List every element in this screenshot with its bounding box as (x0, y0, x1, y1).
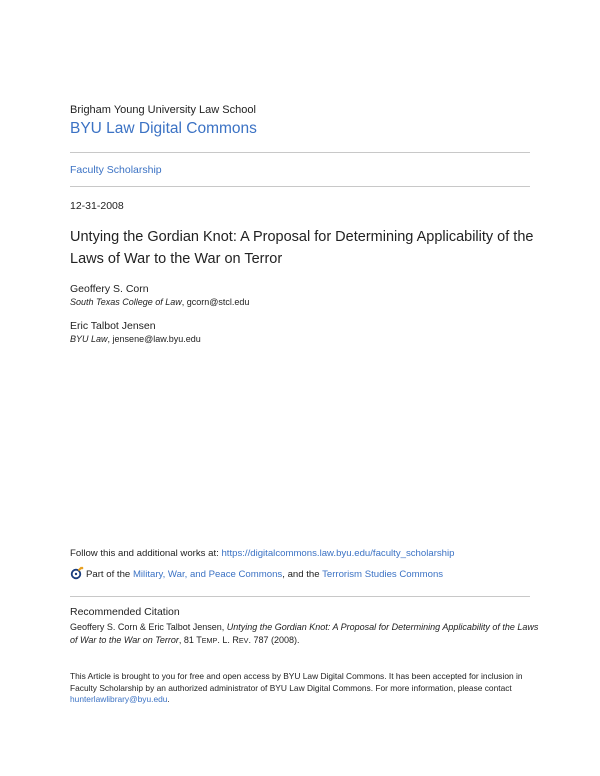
part-of-prefix: Part of the (86, 569, 133, 580)
part-of-middle: , and the (282, 569, 323, 580)
part-of-line (70, 566, 443, 580)
divider (70, 596, 530, 597)
journal-ev: EV (238, 636, 249, 645)
author-email: gcorn@stcl.edu (186, 297, 250, 307)
citation-comma: , (178, 635, 184, 645)
citation-rest: . 787 (2008). (248, 635, 300, 645)
publication-date: 12-31-2008 (70, 200, 124, 212)
follow-label: Follow this and additional works at: (70, 548, 222, 559)
recommended-citation-heading: Recommended Citation (70, 606, 180, 618)
author-name: Eric Talbot Jensen (70, 320, 156, 332)
journal-t: T (196, 635, 202, 645)
author-email: jensene@law.byu.edu (112, 334, 201, 344)
military-war-peace-commons-link[interactable]: Military, War, and Peace Commons (132, 569, 283, 580)
notice-text: This Article is brought to you for free and open access by BYU Law Digital Commons. It has been accepted for inclusion in Faculty Scholarship by an authorized administrator of BYU Law Digital Commons. For more information, please contact (70, 671, 523, 693)
affiliation-name: BYU Law (70, 334, 108, 344)
citation-authors: Geoffery S. Corn & Eric Talbot Jensen, (70, 622, 227, 632)
open-access-icon (70, 566, 84, 580)
journal-l: . L. R (217, 635, 239, 645)
contact-email-link[interactable]: hunterlawlibrary@byu.edu (70, 694, 168, 704)
affiliation-name: South Texas College of Law (70, 297, 182, 307)
follow-line (70, 548, 455, 559)
recommended-citation (70, 621, 540, 647)
article-title: Untying the Gordian Knot: A Proposal for Determining Applicability of the Laws of War to the War on Terror (70, 229, 534, 267)
notice-end: . (167, 694, 170, 704)
series-link[interactable]: Faculty Scholarship (70, 164, 162, 176)
terrorism-studies-commons-link[interactable]: Terrorism Studies Commons (322, 569, 444, 580)
citation-volume: 81 (183, 635, 194, 645)
collection-url-link[interactable]: https://digitalcommons.law.byu.edu/faculty_scholarship (221, 548, 455, 559)
journal-emp: EMP (201, 636, 218, 645)
author-affiliation: South Texas College of Law, gcorn@stcl.edu (70, 297, 250, 307)
repository-name[interactable]: BYU Law Digital Commons (70, 120, 257, 137)
author-affiliation: BYU Law, jensene@law.byu.edu (70, 334, 201, 344)
institution-name: Brigham Young University Law School (70, 104, 256, 116)
divider (70, 152, 530, 153)
citation-journal (196, 635, 248, 645)
citation-title: Untying the Gordian Knot: A Proposal for Determining Applicability of the Laws of War to the War on Terror (70, 622, 539, 645)
divider (70, 186, 530, 187)
access-notice (70, 671, 540, 706)
author-name: Geoffery S. Corn (70, 283, 149, 295)
